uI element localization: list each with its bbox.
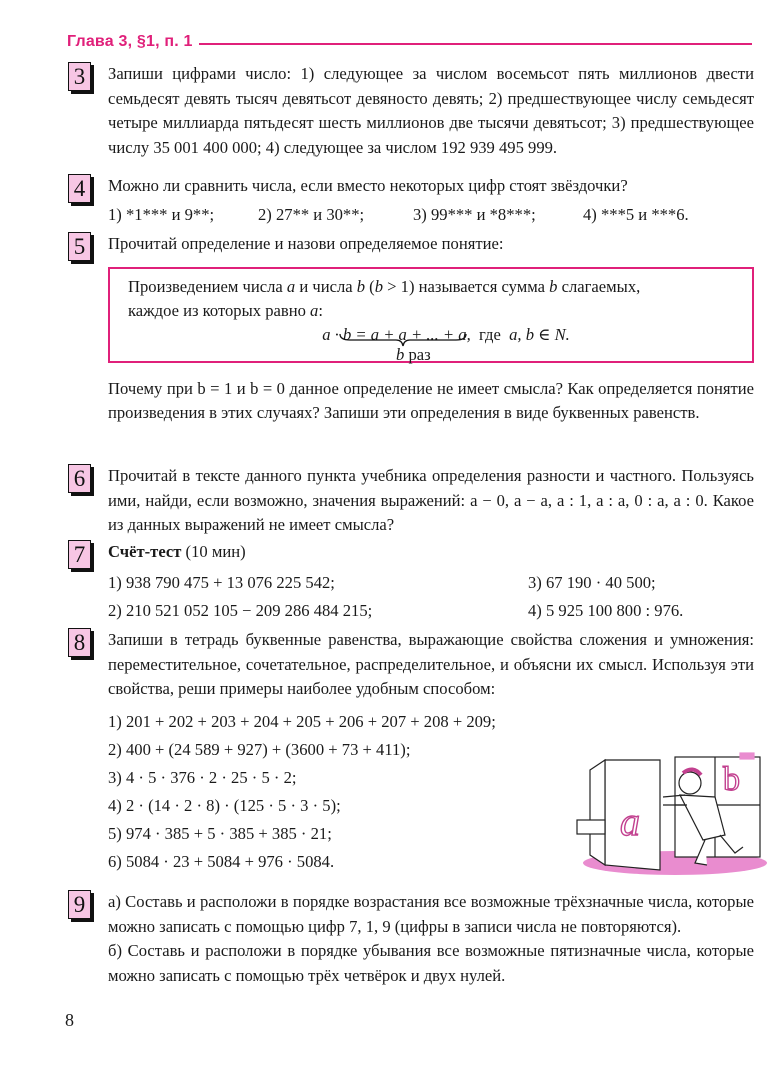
definition-box bbox=[108, 267, 754, 363]
task-item: 1) 938 790 475 + 13 076 225 542; bbox=[108, 572, 335, 592]
definition-formula: a · b = a + a + ... + a, где a, b ∈ N. bbox=[322, 324, 570, 344]
header-rule bbox=[199, 43, 752, 45]
task-5 bbox=[68, 232, 754, 426]
page-number: 8 bbox=[65, 1010, 74, 1030]
task-text: Запиши цифрами число: 1) следующее за числом восемьсот пять миллионов двести семьдесят девять тысяч девятьсот девяносто девять; 2) предшествующее числу семьдесят четыре миллиарда пятьдесят шесть миллионов две тысячи девятьсот; 3) предшествующее числу 35 001 400 000; 4) следующее за числом 192 939 495 999. bbox=[108, 64, 754, 157]
task-item: 1) *1*** и 9**; bbox=[108, 204, 215, 224]
task-time: (10 мин) bbox=[181, 542, 246, 561]
task-item: 2) 210 521 052 105 − 209 286 484 215; bbox=[108, 601, 373, 620]
task-7 bbox=[68, 540, 754, 624]
task-number-box: 4 bbox=[68, 174, 91, 203]
letter-b: b bbox=[723, 761, 740, 798]
task-number-box: 5 bbox=[68, 232, 91, 261]
task-item: 3) 99*** и *8***; bbox=[413, 204, 536, 224]
cat-icon bbox=[740, 753, 754, 759]
task-6 bbox=[68, 464, 754, 538]
task-number-box: 8 bbox=[68, 628, 91, 657]
definition-line-1: Произведением числа a и числа b (b > 1) называется сумма b слагаемых, bbox=[128, 276, 641, 296]
task-part-a: а) Составь и расположи в порядке возрастания все возможные трёхзначные числа, которые можно записать с помощью цифр 7, 1, 9 (цифры в записи числа не повторяются). bbox=[108, 892, 754, 936]
letter-a: a bbox=[620, 799, 640, 844]
chapter-title: Глава 3, §1, п. 1 bbox=[67, 33, 193, 50]
brace-label: b раз bbox=[396, 344, 431, 364]
task-part-b: б) Составь и расположи в порядке убывания все возможные пятизначные числа, которые можно записать с помощью трёх четвёрок и двух нулей. bbox=[108, 941, 754, 985]
task-item: 2) 400 + (24 589 + 927) + (3600 + 73 + 411); bbox=[108, 739, 411, 759]
task-text: Прочитай определение и назови определяемое понятие: bbox=[108, 234, 504, 253]
boy-head bbox=[679, 772, 701, 794]
task-item: 4) 5 925 100 800 : 976. bbox=[528, 601, 684, 620]
task-text: Прочитай в тексте данного пункта учебника определения разности и частного. Пользуясь ими, найди, если возможно, значения выражений: a − 0, a − a, a : 1, a : a, 0 : a, a : 0. Какое из данных выражений не имеет смысла? bbox=[108, 466, 754, 534]
task-item: 4) 2 · (14 · 2 · 8) · (125 · 5 · 3 · 5); bbox=[108, 795, 341, 815]
task-item: 1) 201 + 202 + 203 + 204 + 205 + 206 + 207 + 208 + 209; bbox=[108, 711, 496, 731]
task-item: 3) 67 190 · 40 500; bbox=[528, 572, 656, 592]
task-number-box: 6 bbox=[68, 464, 91, 493]
task-item: 3) 4 · 5 · 376 · 2 · 25 · 5 · 2; bbox=[108, 767, 297, 787]
chapter-header bbox=[67, 31, 752, 53]
task-question: Почему при b = 1 и b = 0 данное определение не имеет смысла? Как определяется понятие произведения в этих случаях? Запиши эти определения в виде буквенных равенств. bbox=[108, 378, 754, 422]
task-9 bbox=[68, 890, 754, 988]
task-item: 6) 5084 · 23 + 5084 + 976 · 5084. bbox=[108, 851, 335, 871]
task-text: Запиши в тетрадь буквенные равенства, выражающие свойства сложения и умножения: переместительное, сочетательное, распределительное, и объясни их смысл. Используя эти свойства, реши примеры наиболее удобным способом: bbox=[108, 630, 754, 698]
definition-line-2: каждое из которых равно a: bbox=[128, 300, 323, 320]
task-number-box: 3 bbox=[68, 62, 91, 91]
illustration-boy-moving-cabinets bbox=[575, 735, 770, 880]
task-item: 4) ***5 и ***6. bbox=[583, 204, 689, 224]
task-title: Счёт-тест bbox=[108, 542, 182, 561]
task-text: Можно ли сравнить числа, если вместо некоторых цифр стоят звёздочки? bbox=[108, 176, 628, 195]
task-item: 5) 974 · 385 + 5 · 385 + 385 · 21; bbox=[108, 823, 332, 843]
task-number-box: 9 bbox=[68, 890, 91, 919]
task-3 bbox=[68, 62, 754, 160]
task-4 bbox=[68, 174, 754, 227]
task-item: 2) 27** и 30**; bbox=[258, 204, 365, 224]
task-number-box: 7 bbox=[68, 540, 91, 569]
